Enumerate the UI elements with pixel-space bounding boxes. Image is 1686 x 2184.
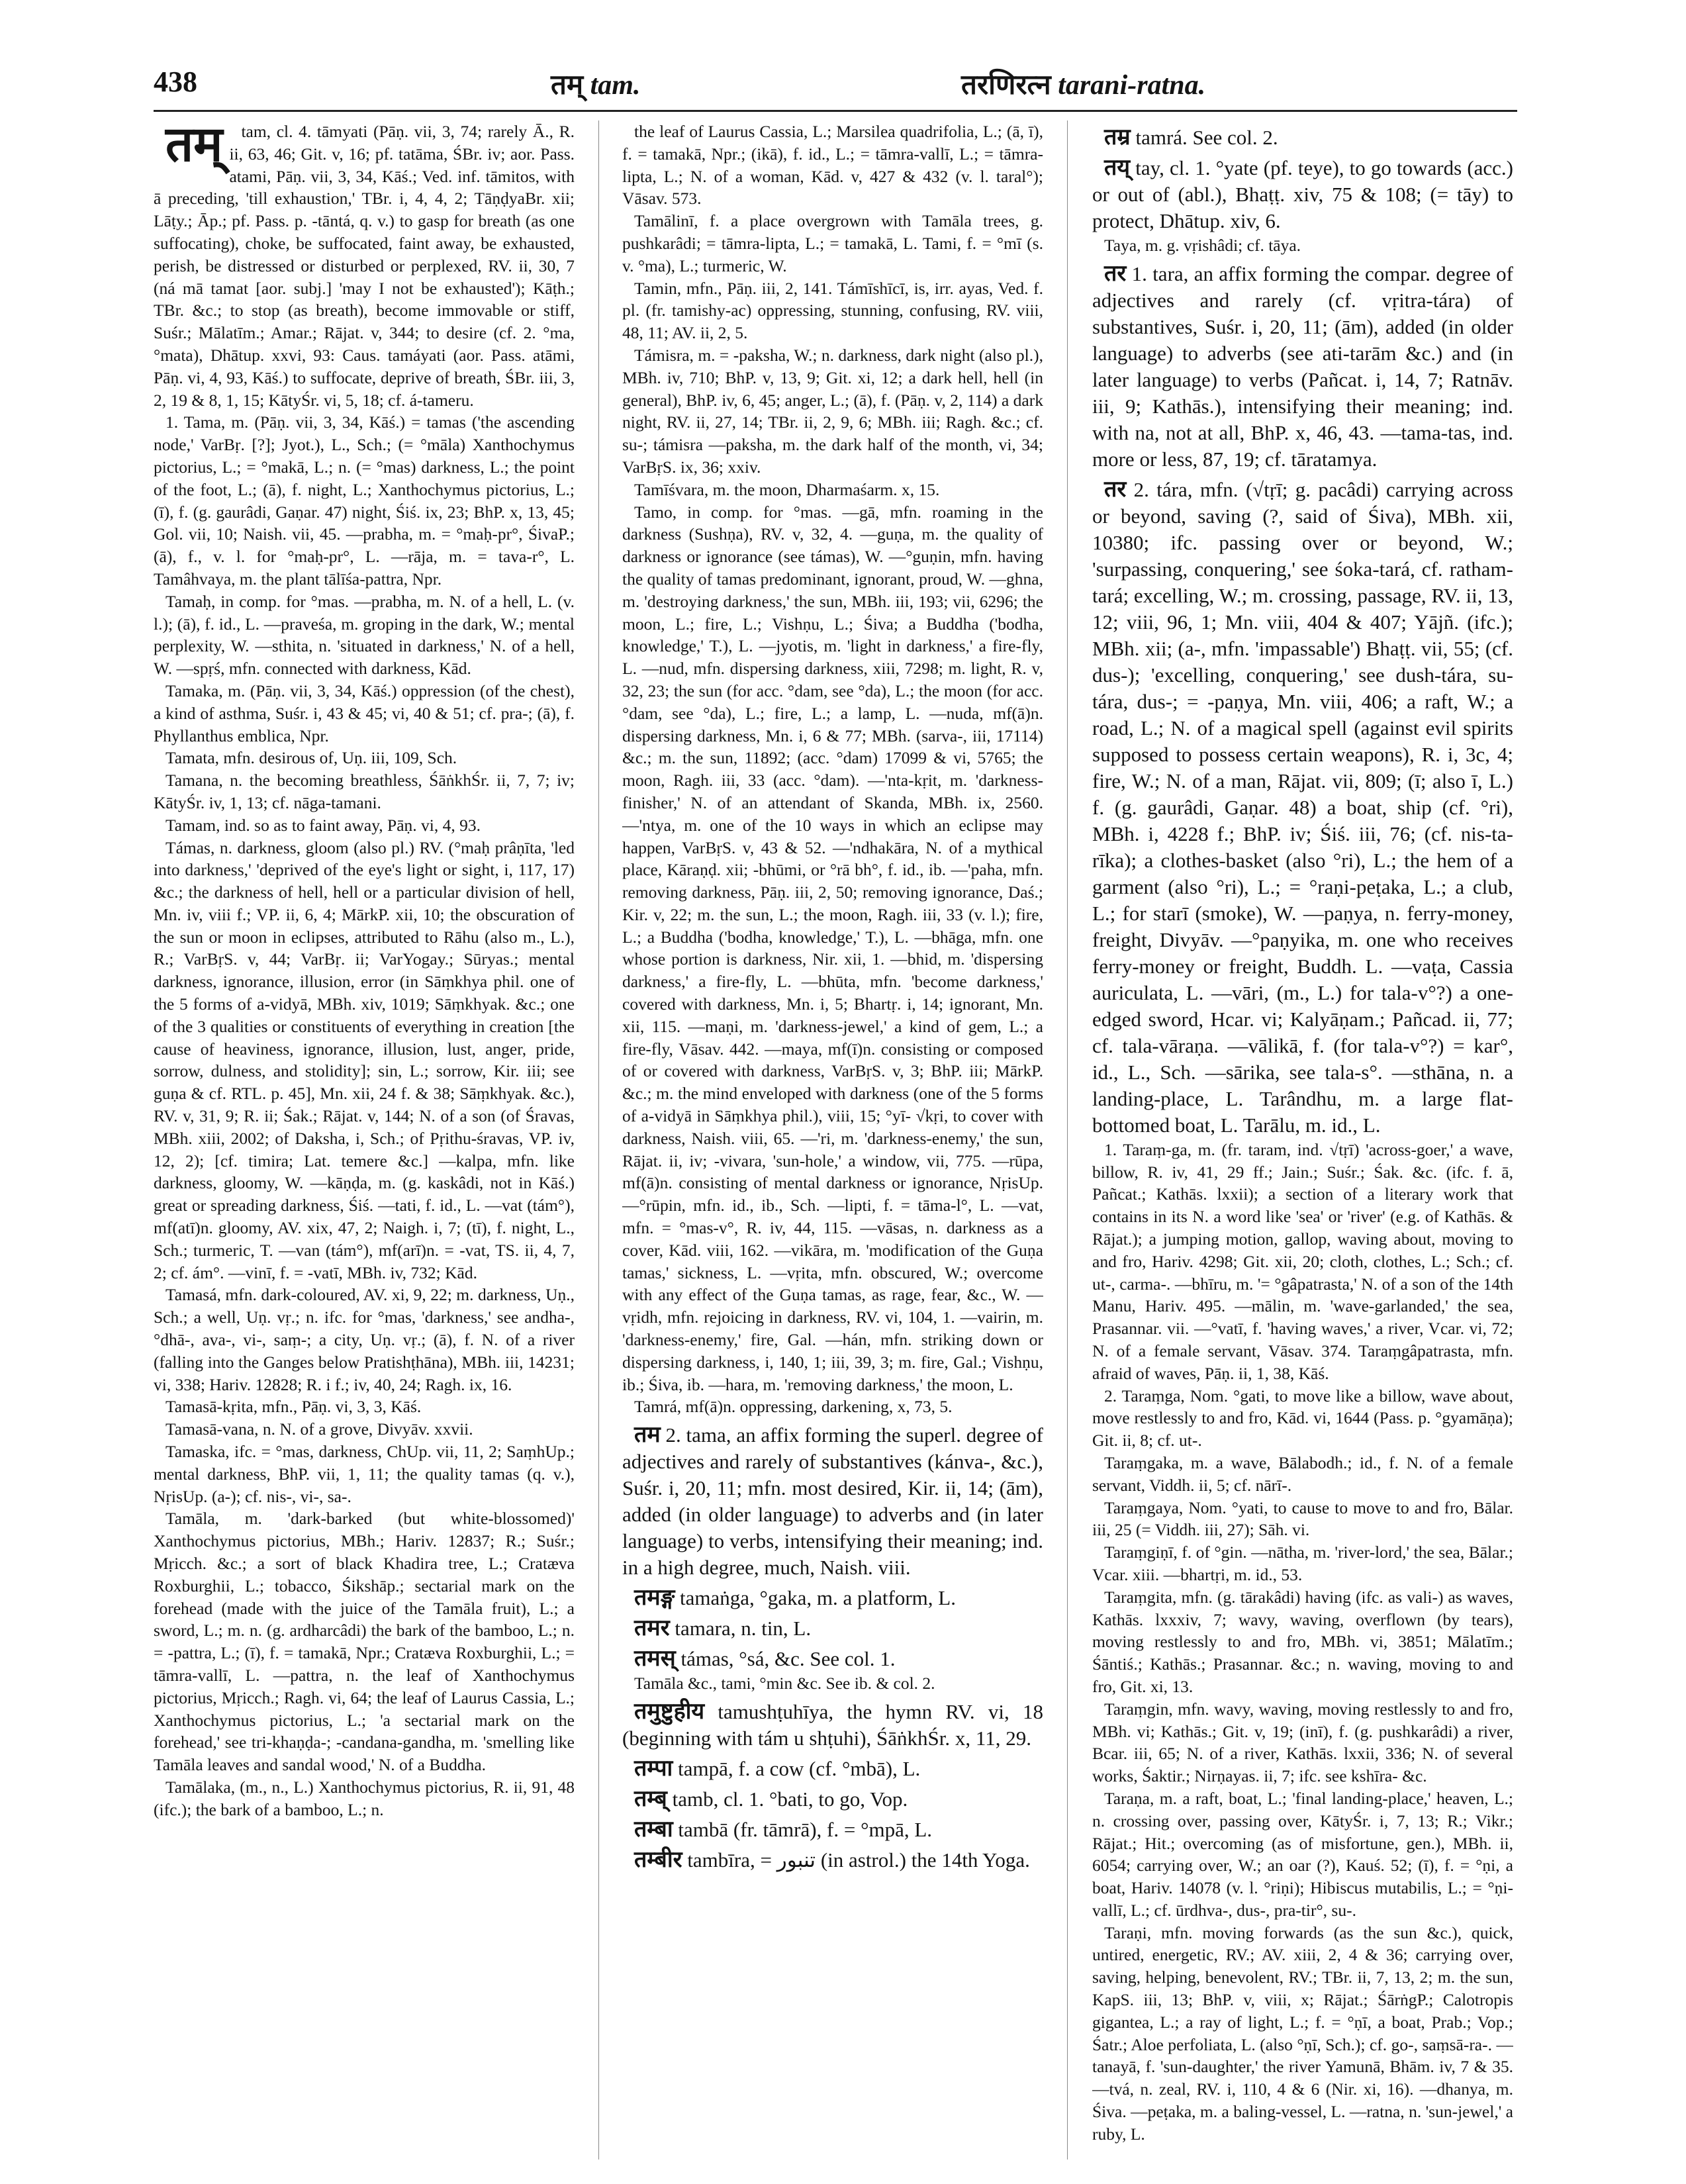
entry-text: 1. Taraṃ-ga, m. (fr. taram, ind. √tṛī) 'across-goer,' a wave, billow, R. iv, 41, 29 ff.; Jain.; Suśr.; Śak. &c. (ifc. f. ā, Pañcat.; Kathās. lxxii); a section of a literary work that contains in its N. a word like 'sea' or 'river' (e.g. of Kathās. & Rājat.); a jumping motion, gallop, waving about, moving to and fro, Hariv. 4298; Git. xii, 20; cloth, clothes, L.; Sch.; cf. ut-, carma-. —bhīru, m. '= °gâpatrasta,' N. of a son of the 14th Manu, Hariv. 495. —mālin, m. 'wave-garlanded,' the sea, Prasannar. vii. —°vatī, f. 'having waves,' a river, Vcar. vi, 72; N. of a female servant, Vāsav. 374. Taraṃgâpatrasta, mfn. afraid of waves, Pāṇ. ii, 1, 38, Kāś. (1092, 1139, 1513, 1383)
entry-text: Tamaka, m. (Pāṇ. vii, 3, 34, Kāś.) oppression (of the chest), a kind of asthma, Suśr. i, 43 & 45; vi, 40 & 51; cf. pra-; (ā), f. Phyllanthus emblica, Npr. (154, 681, 575, 745)
dictionary-entry (622, 120, 1043, 210)
entry-text: Taya, m. g. vṛishâdi; cf. tāya. (1104, 236, 1301, 255)
entry-text: Tamīśvara, m. the moon, Dharmaśarm. x, 15. (634, 479, 940, 499)
dictionary-entry (1092, 1139, 1513, 1385)
entry-text: Taraṃgiṇī, f. of °gin. —nātha, m. 'river-lord,' the sea, Bālar.; Vcar. xiii. —bhartṛi, m. id., 53. (1092, 1543, 1513, 1584)
entry-headword-devanagari: तम्पा (634, 1756, 673, 1781)
entry-text: tamb, cl. 1. °bati, to go, Vop. (672, 1787, 908, 1811)
entry-text: Tamāla, m. 'dark-barked (but white-blossomed)' Xanthochymus pictorius, MBh.; Hariv. 12837; R.; Suśr.; Mṛicch. &c.; a sort of black Khadira tree, L.; Cratæva Roxburghii, L.; tobacco, Śikshāp.; sectarial mark on the forehead (made with the juice of the Tamāla fruit), L.; a sword, L.; m. n. (g. ardharcâdi) the bark of the bamboo, L.; n. = -pattra, L.; (ī), f. = tamakā, Npr.; Cratæva Roxburghii, L.; = tāmra-vallī, L. —pattra, n. the leaf of Xanthochymus pictorius, Mṛicch.; Ragh. vi, 64; the leaf of Laurus Cassia, L.; Xanthochymus pictorius, L.; 'a sectarial mark on the forehead,' see tri-khaṇḍa-; -candana-gandha, m. 'smelling like Tamāla leaves and sandal wood,' N. of a Buddha. (154, 1509, 575, 1775)
entry-headword-devanagari: तम्बा (634, 1817, 673, 1842)
entry-text: Tamam, ind. so as to faint away, Pāṇ. vi, 4, 93. (165, 815, 481, 835)
entry-text: tamaṅga, °gaka, m. a platform, L. (679, 1586, 956, 1610)
entry-headword-devanagari: तम्बीर (634, 1848, 682, 1873)
dictionary-entry (622, 210, 1043, 277)
entry-text: Tamana, n. the becoming breathless, ŚāṅkhŚr. ii, 7, 7; iv; KātyŚr. iv, 1, 13; cf. nāga-tamani. (154, 771, 575, 812)
dictionary-entry (1092, 1452, 1513, 1497)
entry-text: Taraṃgaka, m. a wave, Bālabodh.; id., f. N. of a female servant, Viddh. ii, 5; cf. nārī-. (1092, 1452, 1513, 1495)
entry-text: Taraṃgita, mfn. (g. tārakâdi) having (ifc. as vali-) as waves, Kathās. lxxxiv, 7; wavy, waving, overflown (by tears), moving restlessly to and fro, MBh. vi, 3851; Mālatīm.; Śāntiś.; Kathās.; Prasannar. &c.; n. waving, moving to and fro, Git. xi, 13. (1092, 1587, 1513, 1696)
entry-text: Tamasá, mfn. dark-coloured, AV. xi, 9, 22; m. darkness, Uṇ., Sch.; a well, Uṇ. vṛ.; n. ifc. for °mas, 'darkness,' see andha-, °dhā-, ava-, vi-, saṃ-; a city, Uṇ. vṛ.; (ā), f. N. of a river (falling into the Ganges below Pratishṭhāna), MBh. iii, 14231; vi, 338; Hariv. 12828; R. i f.; iv, 40, 24; Ragh. ix, 16. (154, 1285, 575, 1394)
entry-text: Taraṃgaya, Nom. °yati, to cause to move to and fro, Bālar. iii, 25 (= Viddh. iii, 27); Sāh. vi. (1092, 1497, 1513, 1540)
dictionary-entry (154, 769, 575, 814)
entry-text: Tamin, mfn., Pāṇ. iii, 2, 141. Támīshīcī, is, irr. ayas, Ved. f. pl. (fr. tamishy-ac) oppressing, stunning, confusing, RV. viii, 48, 11; AV. ii, 2, 5. (622, 278, 1043, 343)
dictionary-entry (622, 1756, 1043, 1782)
dictionary-entry (1092, 234, 1513, 257)
dictionary-entry (154, 680, 575, 747)
dictionary-entry (1092, 1497, 1513, 1542)
dictionary-entry (622, 1615, 1043, 1642)
left-headword-devanagari: तम् (551, 70, 584, 101)
dictionary-entry (154, 814, 575, 837)
dictionary-entry (154, 1418, 575, 1441)
entry-headword-devanagari: तमुष्टुहीय (634, 1699, 705, 1725)
page-header (154, 65, 1517, 107)
dictionary-entry (622, 1646, 1043, 1672)
dictionary-entry (154, 1441, 575, 1507)
dictionary-entry (1092, 1698, 1513, 1787)
entry-headword-devanagari: तम्ब् (634, 1787, 667, 1812)
dictionary-entry (622, 1672, 1043, 1695)
dictionary-entry (154, 747, 575, 769)
entry-text: Taraṇa, m. a raft, boat, L.; 'final landing-place,' heaven, L.; n. crossing over, passing over, KātyŚr. i, 7, 13; R.; Vikr.; Rājat.; Hit.; overcoming (as of misfortune, gen.), MBh. ii, 6054; carrying over, W.; an oar (?), Kauś. 52; (ī), f. = °ṇi, a boat, Hariv. 14078 (v. l. °riṇi); Hibiscus mutabilis, L.; = °ṇi-vallī, L.; cf. ūrdhva-, dus-, pra-tir°, su-. (1092, 1788, 1513, 1920)
left-running-head (551, 65, 640, 103)
dictionary-entry (154, 1284, 575, 1396)
entry-dropcap: तम् (165, 120, 223, 173)
dictionary-entry (622, 277, 1043, 344)
entry-text: 1. tara, an affix forming the compar. degree of adjectives and rarely (cf. vṛitra-tára) of substantives, Suśr. i, 20, 11; (ām), added (in older language) to adverbs (see ati-tarām &c.) and (in later language) to verbs (Pañcat. i, 14, 7; Ratnāv. iii, 9; Kathās.), intensifying their meaning; ind. with na, not at all, BhP. x, 46, 43. —tama-tas, ind. more or less, 87, 19; cf. tāratamya. (1092, 261, 1513, 471)
dictionary-entry (622, 1847, 1043, 1874)
entry-text: Tamaska, ifc. = °mas, darkness, ChUp. vii, 11, 2; SaṃhUp.; mental darkness, BhP. vii, 1, 11; the quality tamas (q. v.), NṛisUp. (a-); cf. nis-, vi-, sa-. (154, 1442, 575, 1506)
dictionary-entry (154, 1507, 575, 1776)
entry-text: tam, cl. 4. tāmyati (Pāṇ. vii, 3, 74; rarely Ā., R. ii, 63, 46; Git. v, 16; pf. tatāma, ŚBr. iv; aor. Pass. atami, Pāṇ. vii, 3, 34, Kāś.; Ved. inf. tāmitos, with ā preceding, 'till exhaustion,' TBr. i, 4, 4, 2; TāṇḍyaBr. xii; Lāṭy.; Āp.; pf. Pass. p. -tāntá, q. v.) to gasp for breath (as one suffocating), choke, be suffocated, faint away, be exhausted, perish, be distressed or disturbed or perplexed, RV. ii, 30, 7 (ná mā tamat [aor. subj.] 'may I not be exhausted'); Kāṭh.; TBr. &c.; to stop (as breath), become immovable or stiff, Suśr.; Mālatīm.; Amar.; Rājat. v, 344; to desire (cf. 2. °ma, °mata), Dhātup. xxvi, 93: Caus. tamáyati (aor. Pass. atāmi, Pāṇ. vi, 4, 93, Kāś.) to suffocate, deprive of breath, ŚBr. iii, 3, 2, 19 & 8, 1, 15; KātyŚr. vi, 5, 18; cf. á-tameru. (154, 122, 575, 410)
entry-text: Taraṇi, mfn. moving forwards (as the sun &c.), quick, untired, energetic, RV.; AV. xiii, 2, 4 & 36; carrying over, saving, helping, benevolent, RV.; TBr. ii, 7, 13, 2; m. the sun, KapS. iii, 13; BhP. v, viii, x; Rājat.; ŚārṅgP.; Calotropis gigantea, L.; a ray of light, L.; f. = °ṇī, a boat, Prab.; Vop.; Śatr.; Aloe perfoliata, L. (also °ṇī, Sch.); cf. go-, saṃsā-ra-. —tanayā, f. 'sun-daughter,' the river Yamunā, Bhām. iv, 7 & 35. —tvá, n. zeal, RV. i, 110, 4 & 6 (Nir. xi, 16). —dhanya, m. Śiva. —peṭaka, m. a baling-vessel, L. —ratna, n. 'sun-jewel,' a ruby, L. (1092, 1923, 1513, 2144)
entry-text: 2. tama, an affix forming the superl. degree of adjectives and rarely of substantives (kánva-, &c.), Suśr. i, 20, 11; mfn. most desired, Kir. ii, 14; (ām), added (in older language) to adverbs and (in later language) to verbs, intensifying their meaning; ind. in a high degree, much, Naish. viii. (622, 1423, 1043, 1580)
entry-text: Támisra, m. = -paksha, W.; n. darkness, dark night (also pl.), MBh. iv, 710; BhP. v, 13, 9; Git. xi, 12; a dark hell, hell (in general), BhP. iv, 6, 45; anger, L.; (ā), f. (Pāṇ. v, 2, 114) a dark night, RV. ii, 27, 14; TBr. ii, 2, 9, 6; MBh. iii; Ragh. &c.; cf. su-; támisra —paksha, m. the dark half of the month, vi, 34; VarBṛS. ix, 36; xxiv. (622, 345, 1043, 477)
column-3 (1092, 120, 1513, 2160)
entry-text: the leaf of Laurus Cassia, L.; Marsilea quadrifolia, L.; (ā, ī), f. = tamakā, Npr.; (ikā), f. id., L.; = tāmra-vallī, L.; = tāmra-lipta, L.; N. of a woman, Kād. v, 427 & 432 (v. l. taral°); Vāsav. 573. (622, 122, 1043, 209)
entry-text: Tamo, in comp. for °mas. —gā, mfn. roaming in the darkness (Sushṇa), RV. v, 32, 4. —guṇa, m. the quality of darkness or ignorance (see támas), W. —°guṇin, mfn. having the quality of tamas predominant, ignorant, proud, W. —ghna, m. 'destroying darkness,' the sun, MBh. iii, 193; vii, 6296; the moon, L.; fire, L.; Vishṇu, L.; Śiva; a Buddha ('bodha, knowledge,' T.), L. —jyotis, m. 'light in darkness,' a fire-fly, L. —nud, mfn. dispersing darkness, xiii, 7298; m. light, R. v, 32, 23; the sun (for acc. °dam, see °da), L.; the moon (for acc. °dam, see °da), L.; fire, L.; a lamp, L. —nuda, mf(ā)n. dispersing darkness, Mn. i, 6 & 77; MBh. (sarva-, iii, 17114) &c.; m. the sun, 11892; (acc. °dam) 17099 & vi, 5765; the moon, Ragh. iii, 33 (acc. °dam). —'nta-kṛit, m. 'darkness-finisher,' N. of an attendant of Skanda, MBh. ix, 2560. —'ntya, m. one of the 10 ways in which an eclipse may happen, VarBṛS. v, 43 & 52. —'ndhakāra, N. of a mythical place, Kāraṇḍ. xii; -bhūmi, or °rā bh°, f. id., ib. —'paha, mfn. removing darkness, Pāṇ. iii, 2, 50; removing ignorance, Daś.; Kir. v, 22; m. the sun, L.; the moon, Ragh. iii, 33 (v. l.); fire, L.; a Buddha ('bodha, knowledge,' T.), L. —bhāga, mfn. one whose portion is darkness, Nir. xii, 1. —bhid, m. 'dispersing darkness,' a fire-fly, L. —bhūta, mfn. 'become darkness,' covered with darkness, Mn. i, 5; Bhartṛ. i, 14; ignorant, Mn. xii, 115. —maṇi, m. 'darkness-jewel,' a kind of gem, L.; a fire-fly, Vāsav. 442. —maya, mf(ī)n. consisting or composed of or covered with darkness, VarBṛS. v, 3; BhP. iii; MārkP. &c.; m. the mind enveloped with darkness (one of the 5 forms of a-vidyā in Sāṃkhya phil.), viii, 15; °yī- √kṛi, to cover with darkness, Naish. viii, 65. —'ri, m. 'darkness-enemy,' the sun, Rājat. ii, iv; -vivara, 'sun-hole,' a window, vii, 775. —rūpa, mf(ā)n. consisting of mental darkness or ignorance, NṛisUp. —°rūpin, mfn. id., ib., Sch. —lipti, f. = tāma-l°, L. —vat, mfn. = °mas-v°, R. iv, 44, 115. —vāsas, n. darkness as a cover, Kād. viii, 162. —vikāra, m. 'modification of the Guṇa tamas,' sickness, L. —vṛita, mfn. obscured, W.; overcome with any effect of the Guṇa tamas, as rage, fear, &c., W. —vṛidh, mfn. rejoicing in darkness, RV. vi, 104, 1. —vairin, m. 'darkness-enemy,' fire, Gal. —hán, mfn. striking down or dispersing darkness, i, 140, 1; iii, 39, 3; m. fire, Gal.; Vishṇu, ib.; Śiva, ib. —hara, m. 'removing darkness,' the moon, L. (622, 502, 1043, 1394)
right-headword-devanagari: तरणिरत्न (961, 70, 1051, 101)
entry-text: 1. Tama, m. (Pāṇ. vii, 3, 34, Kāś.) = tamas ('the ascending node,' VarBṛ. [?]; Jyot.), L., Sch.; (= °māla) Xanthochymus pictorius, L.; = °makā, L.; n. (= °mas) darkness, L.; the point of the foot, L.; (ā), f. night, L.; Xanthochymus pictorius, L.; (ī), f. (g. gaurâdi, Gaṇar. 47) night, Śiś. ix, 23; BhP. x, 13, 45; Gol. vii, 10; Naish. vii, 45. —prabha, m. = °maḥ-pr°, ŚivaP.; (ā), f., v. l. for °maḥ-pr°, L. —rāja, m. = tava-r°, L. Tamâhvaya, m. the plant tālīśa-pattra, Npr. (154, 412, 575, 589)
dictionary-entry (622, 1396, 1043, 1418)
entry-text: Tamasā-kṛita, mfn., Pāṇ. vi, 3, 3, Kāś. (165, 1397, 422, 1417)
dictionary-entry (622, 479, 1043, 501)
dictionary-entry (622, 1786, 1043, 1813)
entry-headword-devanagari: तमस् (634, 1646, 676, 1672)
dictionary-entry (154, 411, 575, 590)
entry-text: tambā (fr. tāmrā), f. = °mpā, L. (678, 1818, 933, 1842)
entry-headword-devanagari: तर (1104, 261, 1127, 286)
dictionary-entry (154, 1396, 575, 1418)
entry-text: Tamālinī, f. a place overgrown with Tamāla trees, g. pushkarâdi; = tāmra-lipta, L.; = tamakā, L. Tami, f. = °mī (s. v. °ma), L.; turmeric, W. (622, 211, 1043, 275)
right-running-head (961, 65, 1205, 103)
left-headword-roman: tam. (590, 70, 641, 101)
column-2 (622, 120, 1043, 2160)
dictionary-entry (1092, 124, 1513, 151)
entry-text: 2. tára, mfn. (√tṛī; g. pacâdi) carrying across or beyond, saving (?, said of Śiva), MBh. xii, 10380; ifc. passing over or beyond, W.; 'surpassing, conquering,' see śoka-tará, cf. ratham-tará; excelling, W.; m. crossing, passage, RV. ii, 13, 12; viii, 96, 1; Mn. viii, 404 & 407; Yājñ. (ifc.); MBh. xii; (a-, mfn. 'impassable') Bhaṭṭ. vii, 55; (cf. dus-); 'excelling, conquering,' see dush-tára, su-tára, dus-; = -paṇya, Mn. viii, 406; a raft, W.; a road, L.; N. of a magical spell (against evil spirits supposed to possess certain weapons), R. i, 3c, 4; fire, W.; N. of a man, Rājat. vii, 809; (ī; also ī, L.) f. (g. gaurâdi, Gaṇar. 48) a boat, ship (cf. °ri), MBh. i, 4228 f.; BhP. iv; Śiś. iii, 76; (cf. nis-ta-rīka); a clothes-basket (also °ri), L.; the hem of a garment (also °ri), L.; = °raṇi-peṭaka, L.; a club, L.; for starī (smoke), W. —paṇya, n. ferry-money, freight, Divyāv. —°paṇyika, m. one who receives ferry-money or freight, Buddh. L. —vaṭa, Cassia auriculata, L. —vāri, (m., L.) for tala-v°?) a one-edged sword, Hcar. vi; Kalyāṇam.; Pañcad. ii, 77; cf. tala-vāraṇa. —vālikā, f. (for tala-v°?) = kar°, id., L., Sch. —sārika, see tala-s°. —sthāna, n. a landing-place, L. Tarândhu, m. a large flat-bottomed boat, L. Tarālu, m. id., L. (1092, 477, 1513, 1137)
column-1 (154, 120, 575, 2160)
entry-text: tampā, f. a cow (cf. °mbā), L. (678, 1757, 921, 1781)
entry-headword-devanagari: तम (634, 1423, 661, 1448)
entry-text: tay, cl. 1. °yate (pf. teye), to go towards (acc.) or out of (abl.), Bhaṭṭ. xiv, 75 & 108; (= tāy) to protect, Dhātup. xiv, 6. (1092, 156, 1513, 232)
dictionary-entry (1092, 1586, 1513, 1698)
entry-text: tamrá. See col. 2. (1135, 126, 1278, 149)
entry-text: Tamrá, mf(ā)n. oppressing, darkening, x, 73, 5. (634, 1397, 953, 1417)
dictionary-entry (1092, 1787, 1513, 1922)
entry-text: támas, °sá, &c. See col. 1. (680, 1647, 896, 1671)
column-divider (1067, 120, 1068, 2160)
entry-text: Tamaḥ, in comp. for °mas. —prabha, m. N. of a hell, L. (v. l.); (ā), f. id., L. —praveśa, m. groping in the dark, W.; mental perplexity, W. —sthita, n. 'situated in darkness,' N. of a hell, W. —spṛś, mfn. connected with darkness, Kād. (154, 591, 575, 679)
dictionary-entry (154, 591, 575, 680)
entry-headword-devanagari: तमर (634, 1616, 670, 1641)
dictionary-entry (1092, 1922, 1513, 2146)
entry-text: tambīra, = تنبور (in astrol.) the 14th Yoga. (687, 1848, 1030, 1872)
entry-text: Tamata, mfn. desirous of, Uṇ. iii, 109, Sch. (165, 748, 457, 768)
dictionary-entry (1092, 1541, 1513, 1586)
dictionary-entry (1092, 477, 1513, 1139)
dictionary-entry (154, 120, 575, 411)
header-rule (154, 110, 1517, 112)
column-divider (598, 120, 599, 2160)
dictionary-entry (622, 501, 1043, 1396)
entry-text: Támas, n. darkness, gloom (also pl.) RV. (°maḥ prâṇīta, 'led into darkness,' 'deprived of the eye's light or sight, i, 117, 17) &c.; the darkness of hell, hell or a particular division of hell, Mn. iv, viii f.; VP. ii, 6, 4; MārkP. xii, 10; the obscuration of the sun or moon in eclipses, attributed to Rāhu (also m., L.), R.; VarBṛS. v, 44; VarBṛ. ii; VarYogay.; Sūryas.; mental darkness, ignorance, illusion, error (in Sāṃkhya phil. one of the 5 forms of a-vidyā, MBh. xiv, 1019; Sāṃkhyak. &c.; one of the 3 qualities or constituents of everything in creation [the cause of heaviness, ignorance, illusion, lust, anger, pride, sorrow, dulness, and stolidity]; sin, L.; sorrow, Kir. iii; see guṇa & cf. RTL. p. 45], Mn. xii, 24 f. & 38; Sāṃkhyak. &c.), RV. v, 31, 9; R. ii; Śak.; Rājat. v, 144; N. of a son (of Śravas, MBh. xiii, 2002; of Daksha, i, Sch.; of Pṛithu-śravas, VP. iv, 12, 2); [cf. timira; Lat. temere &c.] —kalpa, mfn. like darkness, gloomy, W. —kāṇḍa, m. (g. kaskâdi, not in Kāś.) great or spreading darkness, Śiś. —tati, f. id., L. —vat (tám°), mf(atī)n. gloomy, AV. xix, 47, 2; Naigh. i, 7; (tī), f. night, L., Sch.; turmeric, T. —van (tám°), mf(arī)n. = -vat, TS. ii, 4, 7, 2; cf. ám°. —vinī, f. = -vatī, MBh. iv, 732; Kād. (154, 837, 575, 1282)
dictionary-entry (1092, 155, 1513, 234)
entry-headword-devanagari: तम्र (1104, 125, 1131, 150)
entry-text: 2. Taraṃga, Nom. °gati, to move like a billow, wave about, move restlessly to and fro, Kād. vi, 1644 (Pass. p. °gyamāṇa); Git. ii, 8; cf. ut-. (1092, 1386, 1513, 1450)
dictionary-entry (622, 1817, 1043, 1843)
entry-text: Taraṃgin, mfn. wavy, waving, moving restlessly to and fro, MBh. vi; Kathās.; Git. v, 19; (inī), f. (g. pushkarâdi) a river, Bcar. iii, 65; N. of a river, Kathās. lxxii, 336; N. of several works, Śaktir.; Nirṇayas. ii, 7; ifc. see kshīra- &c. (1092, 1699, 1513, 1786)
entry-text: tamara, n. tin, L. (675, 1617, 812, 1640)
dictionary-entry (154, 837, 575, 1284)
page-number: 438 (154, 66, 197, 98)
entry-headword-devanagari: तमङ्ग (634, 1586, 675, 1611)
entry-text: Tamāla &c., tami, °min &c. See ib. & col. 2. (634, 1674, 935, 1693)
dictionary-entry (622, 1699, 1043, 1752)
entry-text: Tamālaka, (m., n., L.) Xanthochymus pictorius, R. ii, 91, 48 (ifc.); the bark of a bamboo, L.; n. (154, 1777, 575, 1819)
dictionary-entry (1092, 1385, 1513, 1452)
dictionary-entry (154, 1776, 575, 1821)
dictionary-entry (622, 1422, 1043, 1581)
entry-text: tamushṭuhīya, the hymn RV. vi, 18 (beginning with tám u shṭuhi), ŚāṅkhŚr. x, 11, 29. (622, 1700, 1043, 1750)
dictionary-entry (1092, 261, 1513, 473)
entry-text: Tamasā-vana, n. N. of a grove, Divyāv. xxvii. (165, 1419, 473, 1439)
entry-headword-devanagari: तर (1104, 477, 1127, 502)
right-headword-roman: tarani-ratna. (1058, 70, 1206, 101)
dictionary-entry (622, 1585, 1043, 1611)
entry-headword-devanagari: तय् (1104, 156, 1131, 180)
dictionary-entry (622, 344, 1043, 479)
